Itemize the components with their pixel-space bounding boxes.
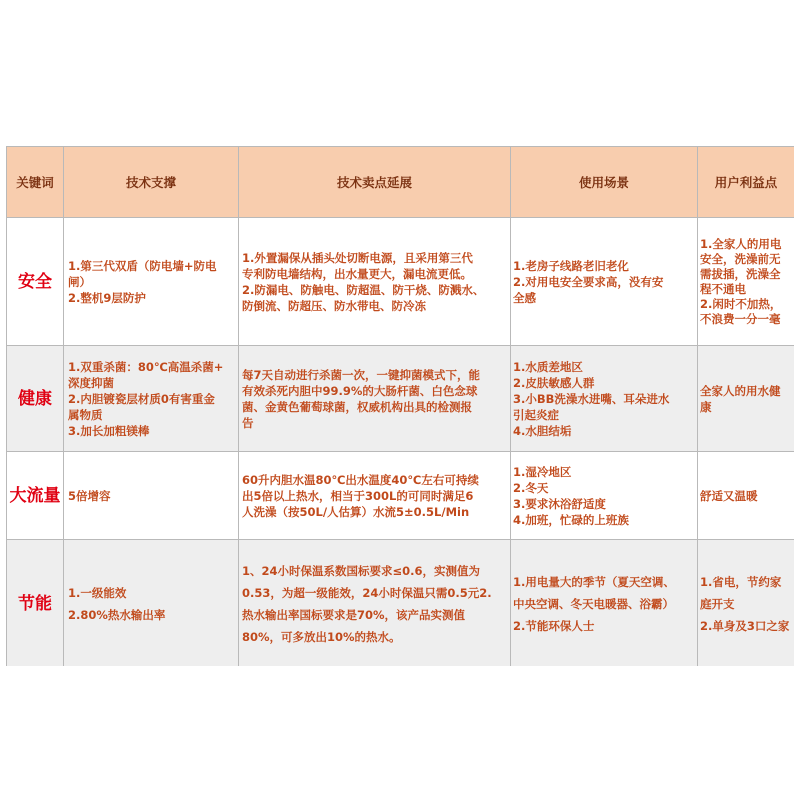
scene-line: 中央空调、冬天电暖器、浴霸） xyxy=(513,596,674,611)
benefit-line: 1.全家人的用电 xyxy=(700,236,782,251)
benefit-cell xyxy=(698,540,795,667)
table-row-safety xyxy=(7,218,795,346)
benefit-line: 不浪费一分一毫 xyxy=(700,311,781,326)
header-scene: 使用场景 xyxy=(511,147,698,218)
benefit-line: 2.闲时不加热， xyxy=(700,296,782,311)
scene-cell xyxy=(511,346,698,452)
scene-line: 1.水质差地区 xyxy=(513,359,583,374)
support-line: 深度抑菌 xyxy=(68,375,114,390)
benefit-line: 1.省电，节约家 xyxy=(700,574,782,589)
selling-line: 1、24小时保温系数国标要求≤0.6，实测值为 xyxy=(242,563,481,578)
keyword-cell: 大流量 xyxy=(7,452,64,540)
selling-line: 专利防电墙结构，出水量更大，漏电流更低。 xyxy=(242,266,472,281)
scene-line: 2.皮肤敏感人群 xyxy=(513,375,595,390)
selling-line: 防倒流、防超压、防水带电、防冷冻 xyxy=(242,298,426,313)
benefit-line: 全家人的用水健 xyxy=(700,383,781,398)
feature-table-container xyxy=(6,146,794,666)
scene-line: 3.小BB洗澡水进嘴、耳朵进水 xyxy=(513,391,670,406)
scene-line: 2.对用电安全要求高，没有安 xyxy=(513,274,664,289)
selling-line: 有效杀死内胆中99.9%的大肠杆菌、白色念球 xyxy=(242,383,478,398)
benefit-cell xyxy=(698,452,795,540)
support-line: 2.整机9层防护 xyxy=(68,290,146,305)
scene-cell xyxy=(511,540,698,667)
support-line: 5倍增容 xyxy=(68,488,111,503)
benefit-cell xyxy=(698,218,795,346)
support-line: 3.加长加粗镁棒 xyxy=(68,423,150,438)
support-cell xyxy=(64,452,239,540)
scene-line: 全感 xyxy=(513,290,536,305)
support-line: 1.一级能效 xyxy=(68,585,127,600)
table-row-flow xyxy=(7,452,795,540)
support-line: 1.双重杀菌：80℃高温杀菌+ xyxy=(68,359,224,374)
benefit-line: 安全，洗澡前无 xyxy=(700,251,781,266)
feature-table xyxy=(6,146,794,666)
header-support: 技术支撑 xyxy=(64,147,239,218)
header-keyword: 关键词 xyxy=(7,147,64,218)
keyword-cell: 健康 xyxy=(7,346,64,452)
selling-cell xyxy=(239,452,511,540)
scene-line: 2.节能环保人士 xyxy=(513,618,595,633)
support-line: 属物质 xyxy=(68,407,103,422)
benefit-line: 需拔插，洗澡全 xyxy=(700,266,781,281)
selling-cell xyxy=(239,540,511,667)
scene-line: 3.要求沐浴舒适度 xyxy=(513,496,606,511)
scene-line: 2.冬天 xyxy=(513,480,549,495)
support-line: 闸） xyxy=(68,274,91,289)
selling-line: 热水输出率国标要求是70%，该产品实测值 xyxy=(242,607,466,622)
support-line: 2.内胆镀瓷层材质0有害重金 xyxy=(68,391,215,406)
benefit-line: 舒适又温暖 xyxy=(700,488,758,503)
selling-line: 2.防漏电、防触电、防超温、防干烧、防溅水、 xyxy=(242,282,485,297)
scene-line: 引起炎症 xyxy=(513,407,559,422)
header-benefit: 用户利益点 xyxy=(698,147,795,218)
support-cell xyxy=(64,540,239,667)
selling-line: 菌、金黄色葡萄球菌，权威机构出具的检测报 xyxy=(242,399,472,414)
selling-line: 人洗澡（按50L/人估算）水流5±0.5L/Min xyxy=(242,504,470,519)
selling-line: 60升内胆水温80℃出水温度40℃左右可持续 xyxy=(242,472,479,487)
keyword-cell: 节能 xyxy=(7,540,64,667)
benefit-line: 庭开支 xyxy=(700,596,735,611)
scene-line: 1.老房子线路老旧老化 xyxy=(513,258,629,273)
selling-line: 告 xyxy=(242,415,254,430)
benefit-line: 程不通电 xyxy=(700,281,746,296)
support-line: 2.80%热水输出率 xyxy=(68,607,166,622)
selling-line: 每7天自动进行杀菌一次，一键抑菌模式下，能 xyxy=(242,367,480,382)
scene-line: 1.用电量大的季节（夏天空调、 xyxy=(513,574,675,589)
selling-cell xyxy=(239,346,511,452)
scene-cell xyxy=(511,218,698,346)
benefit-line: 2.单身及3口之家 xyxy=(700,618,790,633)
header-selling: 技术卖点延展 xyxy=(239,147,511,218)
scene-line: 1.湿冷地区 xyxy=(513,464,572,479)
keyword-cell: 安全 xyxy=(7,218,64,346)
support-line: 1.第三代双盾（防电墙+防电 xyxy=(68,258,217,273)
benefit-cell xyxy=(698,346,795,452)
selling-line: 出5倍以上热水，相当于300L的可同时满足6 xyxy=(242,488,474,503)
support-cell xyxy=(64,218,239,346)
support-cell xyxy=(64,346,239,452)
selling-cell xyxy=(239,218,511,346)
benefit-line: 康 xyxy=(700,399,712,414)
selling-line: 0.53，为超一级能效，24小时保温只需0.5元2. xyxy=(242,585,492,600)
header-row xyxy=(7,147,795,218)
table-row-health xyxy=(7,346,795,452)
scene-line: 4.加班，忙碌的上班族 xyxy=(513,512,629,527)
table-row-energy xyxy=(7,540,795,667)
scene-cell xyxy=(511,452,698,540)
selling-line: 80%，可多放出10%的热水。 xyxy=(242,629,401,644)
selling-line: 1.外置漏保从插头处切断电源，且采用第三代 xyxy=(242,250,473,265)
scene-line: 4.水胆结垢 xyxy=(513,423,572,438)
